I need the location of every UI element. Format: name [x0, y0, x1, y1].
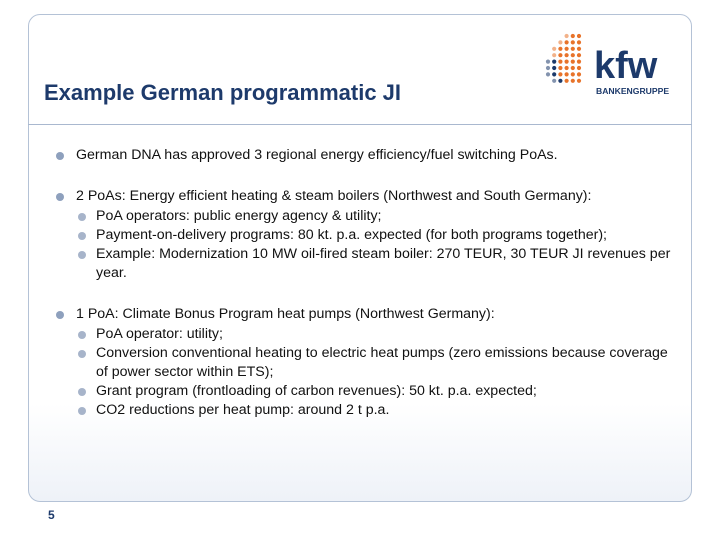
- logo-dot: [565, 53, 569, 57]
- bullet-item: [56, 305, 676, 420]
- sub-bullet-text: PoA operators: public energy agency & utility;: [96, 208, 382, 224]
- logo-brand-text: kfw: [594, 45, 658, 87]
- page-number: 5: [48, 508, 55, 522]
- logo-dot: [571, 79, 575, 83]
- sub-bullet-list: [76, 207, 676, 283]
- bullet-item: [56, 146, 676, 165]
- logo-dot: [565, 60, 569, 64]
- bullet-dot-icon: [56, 193, 64, 201]
- logo-dot: [577, 47, 581, 51]
- slide-content: [56, 134, 676, 420]
- sub-bullet-text: PoA operator: utility;: [96, 326, 223, 342]
- logo-dot: [552, 47, 556, 51]
- logo-sub-text: BANKENGRUPPE: [596, 86, 670, 96]
- bullet-dot-icon: [78, 350, 86, 358]
- sub-bullet-item: [78, 207, 676, 226]
- bullet-list: [56, 146, 676, 420]
- logo-dot: [571, 66, 575, 70]
- bullet-dot-icon: [78, 251, 86, 259]
- logo-dot-pattern: [546, 34, 581, 83]
- logo-dot: [552, 79, 556, 83]
- sub-bullet-item: [78, 245, 676, 283]
- logo-dot: [546, 60, 550, 64]
- logo-dot: [577, 66, 581, 70]
- logo-dot: [552, 53, 556, 57]
- sub-bullet-item: [78, 401, 676, 420]
- bullet-text: 1 PoA: Climate Bonus Program heat pumps (Northwest Germany):: [76, 306, 495, 322]
- bullet-dot-icon: [78, 388, 86, 396]
- sub-bullet-item: [78, 344, 676, 382]
- logo-dot: [577, 72, 581, 76]
- logo-dot: [558, 60, 562, 64]
- logo-dot: [565, 34, 569, 38]
- bullet-item: [56, 187, 676, 283]
- logo-dot: [565, 79, 569, 83]
- bullet-dot-icon: [78, 331, 86, 339]
- logo-dot: [577, 60, 581, 64]
- logo-dot: [546, 72, 550, 76]
- sub-bullet-text: Payment-on-delivery programs: 80 kt. p.a. expected (for both programs together);: [96, 227, 607, 243]
- logo-dot: [558, 79, 562, 83]
- sub-bullet-text: Grant program (frontloading of carbon revenues): 50 kt. p.a. expected;: [96, 383, 537, 399]
- sub-bullet-item: [78, 325, 676, 344]
- logo-dot: [552, 60, 556, 64]
- logo-dot: [546, 66, 550, 70]
- bullet-text: 2 PoAs: Energy efficient heating & steam boilers (Northwest and South Germany):: [76, 188, 592, 204]
- sub-bullet-item: [78, 226, 676, 245]
- sub-bullet-text: Conversion conventional heating to electric heat pumps (zero emissions because coverage of power sector within ETS);: [96, 345, 668, 380]
- sub-bullet-list: [76, 325, 676, 420]
- logo-dot: [571, 47, 575, 51]
- logo-dot: [565, 72, 569, 76]
- logo-dot: [565, 47, 569, 51]
- logo-dot: [571, 53, 575, 57]
- sub-bullet-item: [78, 382, 676, 401]
- logo-dot: [558, 66, 562, 70]
- bullet-text: German DNA has approved 3 regional energy efficiency/fuel switching PoAs.: [76, 147, 558, 163]
- logo-dot: [577, 34, 581, 38]
- logo-dot: [571, 72, 575, 76]
- logo-dot: [558, 40, 562, 44]
- sub-bullet-text: CO2 reductions per heat pump: around 2 t p.a.: [96, 402, 390, 418]
- logo-dot: [577, 40, 581, 44]
- logo-dot: [565, 40, 569, 44]
- logo-dot: [552, 72, 556, 76]
- bullet-dot-icon: [78, 213, 86, 221]
- logo-dot: [565, 66, 569, 70]
- bullet-dot-icon: [56, 311, 64, 319]
- bullet-dot-icon: [78, 232, 86, 240]
- bullet-dot-icon: [56, 152, 64, 160]
- logo-dot: [558, 47, 562, 51]
- logo-dot: [571, 60, 575, 64]
- bullet-dot-icon: [78, 407, 86, 415]
- logo-dot: [577, 79, 581, 83]
- logo-dot: [571, 34, 575, 38]
- logo-dot: [571, 40, 575, 44]
- kfw-logo: [538, 28, 678, 98]
- slide-title: Example German programmatic JI: [44, 80, 402, 105]
- title-divider: [28, 124, 692, 125]
- logo-dot: [558, 53, 562, 57]
- sub-bullet-text: Example: Modernization 10 MW oil-fired steam boiler: 270 TEUR, 30 TEUR JI revenues per year.: [96, 246, 671, 281]
- logo-dot: [577, 53, 581, 57]
- logo-dot: [552, 66, 556, 70]
- logo-dot: [558, 72, 562, 76]
